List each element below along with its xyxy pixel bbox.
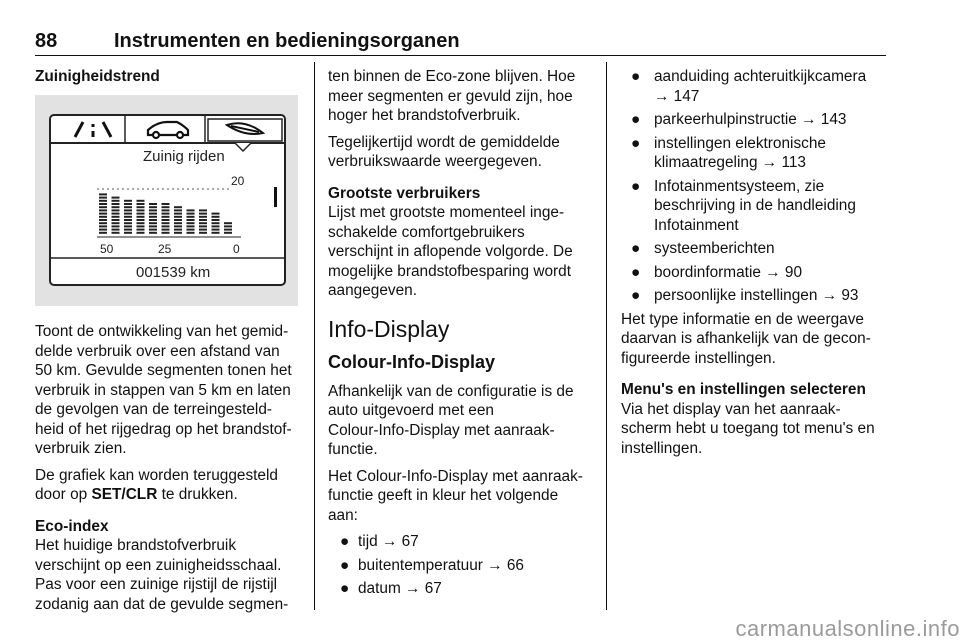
bar-segment — [174, 229, 182, 231]
list-item-text: persoonlijke instellingen → 93 — [654, 287, 859, 304]
list-item-text: boordinformatie → 90 — [654, 263, 802, 281]
watermark: carmanualsonline.info — [735, 616, 960, 641]
header-rule — [35, 55, 886, 56]
bar-segment — [124, 225, 132, 227]
bar-segment — [99, 229, 107, 231]
bar-segment — [124, 229, 132, 231]
bar-segment — [99, 219, 107, 221]
bar-segment — [174, 222, 182, 224]
bar-segment — [212, 216, 220, 218]
list-item — [621, 239, 891, 259]
body-line: figureerde instellingen. — [621, 349, 776, 367]
bar-segment — [199, 222, 207, 224]
bar-segment — [137, 203, 145, 205]
trip-display-illustration — [35, 95, 298, 306]
body-line: scherm hebt u toegang tot menu's en — [621, 420, 875, 437]
fuel-trend-figure — [35, 95, 298, 306]
bar-segment — [187, 213, 195, 215]
bar-segment — [99, 225, 107, 227]
body-line: Het huidige brandstofverbruik — [35, 537, 237, 554]
bullet-icon: ● — [340, 533, 350, 550]
list-item — [328, 579, 598, 599]
bar-segment — [124, 219, 132, 221]
bar-segment — [224, 225, 232, 227]
list-item-text: beschrijving in de handleiding — [654, 197, 856, 214]
column-1-body — [35, 322, 300, 614]
bar-segment — [149, 232, 157, 234]
bar-segment — [174, 213, 182, 215]
list-item-text: aanduiding achteruitkijkcamera — [654, 68, 867, 85]
page-number: 88 — [35, 30, 58, 52]
bar-segment — [149, 219, 157, 221]
list-item — [621, 286, 891, 306]
heading-colour-info-display: Colour-Info-Display — [328, 351, 495, 372]
page-title: Instrumenten en bedieningsorganen — [114, 30, 460, 52]
column-2 — [328, 67, 598, 599]
scroll-indicator — [274, 187, 277, 207]
bullet-icon: ● — [631, 287, 641, 304]
bar-segment — [187, 209, 195, 211]
bar-segment — [212, 232, 220, 234]
body-line: Pas voor een zuinige rijstijl de rijstijl — [35, 576, 278, 593]
scale-top-label: 20 — [231, 174, 245, 188]
bar-segment — [199, 216, 207, 218]
body-line — [35, 485, 300, 505]
bar-segment — [224, 232, 232, 234]
bar-segment — [112, 225, 120, 227]
bar-segment — [137, 232, 145, 234]
column-divider — [314, 62, 315, 610]
body-line: Colour-Info-Display met aanraak- — [328, 421, 555, 439]
list-item — [328, 532, 598, 552]
bar-segment — [99, 200, 107, 202]
bar-segment — [149, 216, 157, 218]
bar-segment — [187, 225, 195, 227]
bar-segment — [112, 219, 120, 221]
display-title: Zuinig rijden — [143, 148, 225, 165]
list-item-text: tijd → 67 — [358, 533, 419, 550]
bullet-icon: ● — [631, 240, 641, 257]
bar-segment — [199, 209, 207, 211]
bar-segment — [199, 213, 207, 215]
bar-segment — [162, 219, 170, 221]
section-heading-consumers: Grootste verbruikers — [328, 184, 481, 202]
body-line: meer segmenten er gevuld zijn, hoe — [328, 87, 573, 105]
bar-segment — [137, 222, 145, 224]
bar-segment — [199, 232, 207, 234]
list-item-text: Infotainmentsysteem, zie — [654, 177, 825, 195]
body-line: Lijst met grootste momenteel inge- — [328, 204, 565, 221]
bullet-icon: ● — [631, 111, 641, 128]
bar-segment — [112, 232, 120, 234]
bar-segment — [162, 203, 170, 205]
bar-segment — [124, 206, 132, 208]
bar-segment — [137, 200, 145, 202]
bar-segment — [174, 232, 182, 234]
body-line: delde verbruik over een afstand van — [35, 342, 280, 360]
bar-segment — [174, 206, 182, 208]
body-line: instellingen. — [621, 439, 703, 457]
bar-segment — [162, 206, 170, 208]
bar-segment — [162, 222, 170, 224]
axis-label: 0 — [233, 242, 240, 256]
bar-segment — [112, 213, 120, 215]
section-heading-menus: Menu's en instellingen selecteren — [621, 381, 866, 398]
bar-segment — [199, 225, 207, 227]
bar-segment — [137, 229, 145, 231]
bar-segment — [149, 209, 157, 211]
section-heading-eco: Eco-index — [35, 517, 109, 535]
bar-segment — [124, 222, 132, 224]
list-item-text: instellingen elektronische — [654, 134, 826, 152]
bar-segment — [99, 209, 107, 211]
list-item-text: buitentemperatuur → 66 — [358, 556, 524, 574]
bar-segment — [124, 216, 132, 218]
bar-segment — [124, 232, 132, 234]
body-line: Via het display van het aanraak- — [621, 400, 841, 418]
bar-segment — [187, 216, 195, 218]
body-line: verbruik zien. — [35, 440, 127, 457]
bullet-icon: ● — [631, 263, 641, 281]
bar-segment — [187, 232, 195, 234]
body-line: aangegeven. — [328, 282, 418, 299]
bar-segment — [112, 229, 120, 231]
bar-segment — [224, 229, 232, 231]
body-line: aan: — [328, 506, 358, 524]
body-line: zodanig aan dat de gevulde segmen- — [35, 595, 289, 613]
bar-segment — [162, 209, 170, 211]
bar-segment — [212, 229, 220, 231]
bar-segment — [149, 206, 157, 208]
bar-segment — [162, 232, 170, 234]
bullet-icon: ● — [631, 177, 641, 195]
bar-segment — [137, 206, 145, 208]
body-line: Het type informatie en de weergave — [621, 310, 864, 328]
bar-segment — [162, 213, 170, 215]
bar-segment — [174, 225, 182, 227]
bar-segment — [112, 206, 120, 208]
body-line: verschijnt in aflopende volgorde. De — [328, 243, 573, 260]
body-line: auto uitgevoerd met een — [328, 402, 494, 419]
bar-segment — [112, 209, 120, 211]
bar-segment — [137, 225, 145, 227]
bullet-icon: ● — [631, 134, 641, 152]
body-line: Toont de ontwikkeling van het gemid- — [35, 323, 289, 340]
bar-segment — [174, 219, 182, 221]
bar-segment — [99, 206, 107, 208]
bar-segment — [162, 225, 170, 227]
bar-segment — [99, 216, 107, 218]
list-item — [621, 177, 891, 236]
column-1 — [35, 67, 300, 87]
bar-segment — [187, 222, 195, 224]
bullet-icon: ● — [631, 68, 641, 85]
bar-segment — [124, 203, 132, 205]
section-heading-trend: Zuinigheidstrend — [35, 68, 160, 85]
axis-label: 25 — [158, 242, 172, 256]
body-text: door op — [35, 486, 92, 503]
bullet-icon: ● — [340, 580, 350, 597]
bar-segment — [187, 229, 195, 231]
column-divider — [606, 62, 607, 610]
list-item-text: datum → 67 — [358, 580, 442, 597]
body-line: ten binnen de Eco-zone blijven. Hoe — [328, 68, 576, 85]
body-line: functie. — [328, 441, 378, 458]
body-line: Afhankelijk van de configuratie is de — [328, 382, 574, 400]
bar-segment — [212, 225, 220, 227]
bar-segment — [162, 216, 170, 218]
bar-segment — [149, 213, 157, 215]
bar-segment — [112, 197, 120, 199]
bar-segment — [99, 193, 107, 195]
bar-segment — [149, 203, 157, 205]
bar-segment — [124, 200, 132, 202]
bar-segment — [99, 222, 107, 224]
list-item-text: → 147 — [654, 87, 700, 105]
bar-segment — [137, 209, 145, 211]
body-line: Tegelijkertijd wordt de gemiddelde — [328, 133, 560, 151]
bar-segment — [137, 216, 145, 218]
bar-segment — [112, 200, 120, 202]
body-line: verbruikswaarde weergegeven. — [328, 153, 542, 170]
body-line: verschijnt op een zuinigheidsschaal. — [35, 556, 282, 574]
bar-segment — [174, 209, 182, 211]
bar-segment — [112, 222, 120, 224]
body-line: de gevolgen van de terreingesteld- — [35, 401, 273, 418]
list-item — [621, 67, 891, 106]
body-text: te drukken. — [157, 486, 238, 503]
bar-segment — [149, 222, 157, 224]
bar-segment — [99, 213, 107, 215]
button-name-set-clr: SET/CLR — [91, 486, 158, 503]
bar-segment — [137, 219, 145, 221]
bar-segment — [124, 213, 132, 215]
bar-segment — [99, 203, 107, 205]
body-line: schakelde comfortgebruikers — [328, 223, 525, 241]
bar-segment — [137, 213, 145, 215]
bar-segment — [212, 219, 220, 221]
bar-segment — [162, 229, 170, 231]
bar-segment — [149, 225, 157, 227]
body-line: De grafiek kan worden teruggesteld — [35, 466, 278, 484]
body-line: 50 km. Gevulde segmenten tonen het — [35, 362, 292, 379]
body-line: functie geeft in kleur het volgende — [328, 487, 559, 504]
bar-segment — [199, 229, 207, 231]
heading-info-display: Info-Display — [328, 315, 450, 342]
bar-segment — [99, 197, 107, 199]
body-line: mogelijke brandstofbesparing wordt — [328, 262, 571, 280]
bar-segment — [199, 219, 207, 221]
axis-label: 50 — [100, 242, 114, 256]
list-item-text: parkeerhulpinstructie → 143 — [654, 111, 847, 128]
bullet-icon: ● — [340, 556, 350, 574]
bar-segment — [174, 216, 182, 218]
body-line: daarvan is afhankelijk van de gecon- — [621, 330, 871, 347]
body-line: heid of het rijgedrag op het brandstof- — [35, 420, 292, 438]
page-header — [35, 30, 886, 52]
bar-segment — [112, 216, 120, 218]
odometer-readout: 001539 km — [136, 264, 211, 281]
bar-segment — [124, 209, 132, 211]
bar-segment — [212, 222, 220, 224]
list-item-text: systeemberichten — [654, 240, 775, 257]
list-item-text: klimaatregeling → 113 — [654, 154, 806, 171]
column-3 — [621, 67, 891, 458]
bar-segment — [149, 229, 157, 231]
bar-segment — [99, 232, 107, 234]
body-line: hoger het brandstofverbruik. — [328, 107, 521, 124]
body-line: verbruik in stappen van 5 km en laten — [35, 381, 291, 399]
list-item — [621, 263, 891, 283]
bar-segment — [187, 219, 195, 221]
bar-segment — [224, 222, 232, 224]
body-line: Het Colour-Info-Display met aanraak- — [328, 467, 583, 485]
list-item — [621, 134, 891, 173]
bar-segment — [112, 203, 120, 205]
bar-segment — [212, 213, 220, 215]
list-item-text: Infotainment — [654, 216, 739, 234]
list-item — [621, 110, 891, 130]
list-item — [328, 556, 598, 576]
